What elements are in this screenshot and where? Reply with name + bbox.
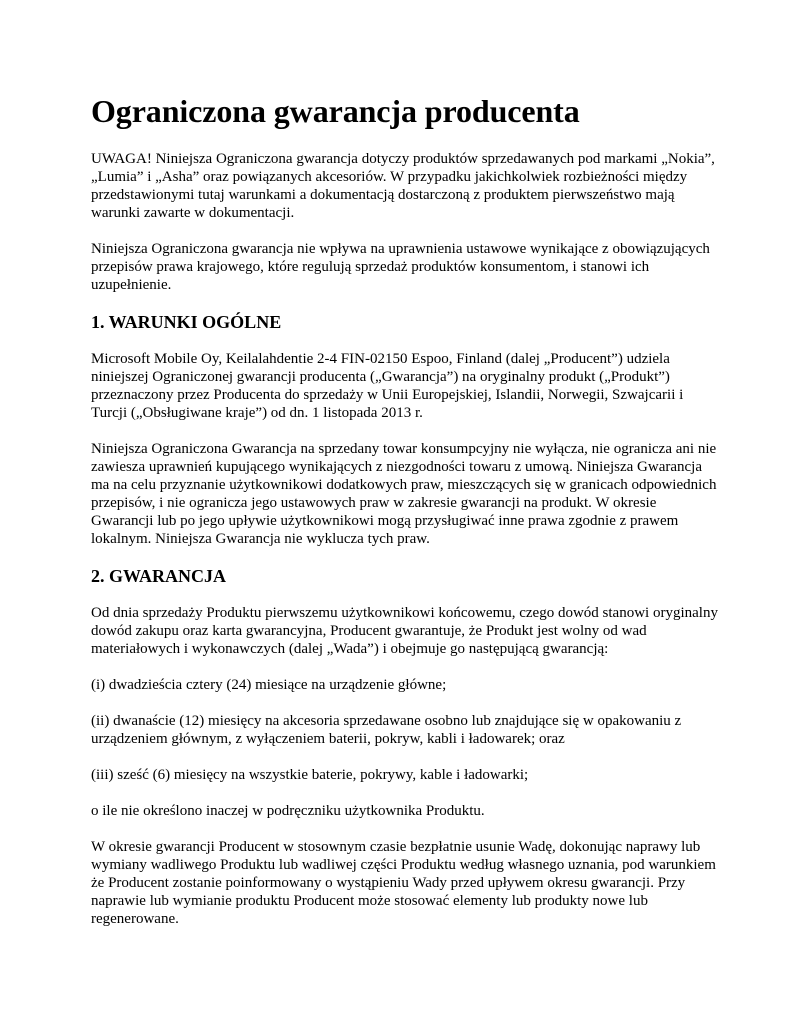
- section-heading: 2. GWARANCJA: [91, 566, 226, 586]
- warranty-item: (iii) sześć (6) miesięcy na wszystkie baterie, pokrywy, kable i ładowarki;: [91, 767, 529, 783]
- document-title: Ograniczona gwarancja producenta: [91, 93, 580, 129]
- intro-paragraph: Niniejsza Ograniczona gwarancja nie wpływa na uprawnienia ustawowe wynikające z obowiązujących przepisów prawa krajowego, które regulują sprzedaż produktów konsumentom, i stanowi ich uzupełnienie.: [91, 241, 710, 293]
- intro-paragraph: UWAGA! Niniejsza Ograniczona gwarancja dotyczy produktów sprzedawanych pod markami „Nokia”, „Lumia” i „Asha” oraz powiązanych akcesoriów. W przypadku jakichkolwiek rozbieżności między przedstawionymi tutaj warunkami a dokumentacją dostarczoną z produktem pierwszeństwo mają warunki zawarte w dokumentacji.: [91, 151, 715, 221]
- section-heading: 1. WARUNKI OGÓLNE: [91, 312, 282, 332]
- document-page: [91, 92, 721, 946]
- section-paragraph: W okresie gwarancji Producent w stosownym czasie bezpłatnie usunie Wadę, dokonując naprawy lub wymiany wadliwego Produktu lub wadliwej części Produktu według własnego uznania, pod warunkiem że Producent zostanie poinformowany o wystąpieniu Wady przed upływem okresu gwarancji. Przy naprawie lub wymianie produktu Producent może stosować elementy lub produkty nowe lub regenerowane.: [91, 839, 716, 927]
- section-paragraph: Od dnia sprzedaży Produktu pierwszemu użytkownikowi końcowemu, czego dowód stanowi oryginalny dowód zakupu oraz karta gwarancyjna, Producent gwarantuje, że Produkt jest wolny od wad materiałowych i wykonawczych (dalej „Wada”) i obejmuje go następującą gwarancją:: [91, 605, 718, 657]
- warranty-item: (i) dwadzieścia cztery (24) miesiące na urządzenie główne;: [91, 677, 447, 693]
- section-paragraph: Microsoft Mobile Oy, Keilalahdentie 2-4 FIN-02150 Espoo, Finland (dalej „Producent”) udziela niniejszej Ograniczonej gwarancji producenta („Gwarancja”) na oryginalny produkt („Produkt”) przeznaczony przez Producenta do sprzedaży w Unii Europejskiej, Islandii, Norwegii, Szwajcarii i Turcji („Obsługiwane kraje”) od dn. 1 listopada 2013 r.: [91, 351, 684, 421]
- section-paragraph: Niniejsza Ograniczona Gwarancja na sprzedany towar konsumpcyjny nie wyłącza, nie ogranicza ani nie zawiesza uprawnień kupującego wynikających z niezgodności towaru z umową. Niniejsza Gwarancja ma na celu przyznanie użytkownikowi dodatkowych praw, mieszczących się w granicach odpowiednich przepisów, i nie ogranicza jego ustawowych praw w zakresie gwarancji na produkt. W okresie Gwarancji lub po jego upływie użytkownikowi mogą przysługiwać inne prawa zgodnie z prawem lokalnym. Niniejsza Gwarancja nie wyklucza tych praw.: [91, 441, 717, 547]
- warranty-item: (ii) dwanaście (12) miesięcy na akcesoria sprzedawane osobno lub znajdujące się w opakowaniu z urządzeniem głównym, z wyłączeniem baterii, pokryw, kabli i ładowarek; oraz: [91, 713, 682, 747]
- section-paragraph: o ile nie określono inaczej w podręczniku użytkownika Produktu.: [91, 803, 485, 819]
